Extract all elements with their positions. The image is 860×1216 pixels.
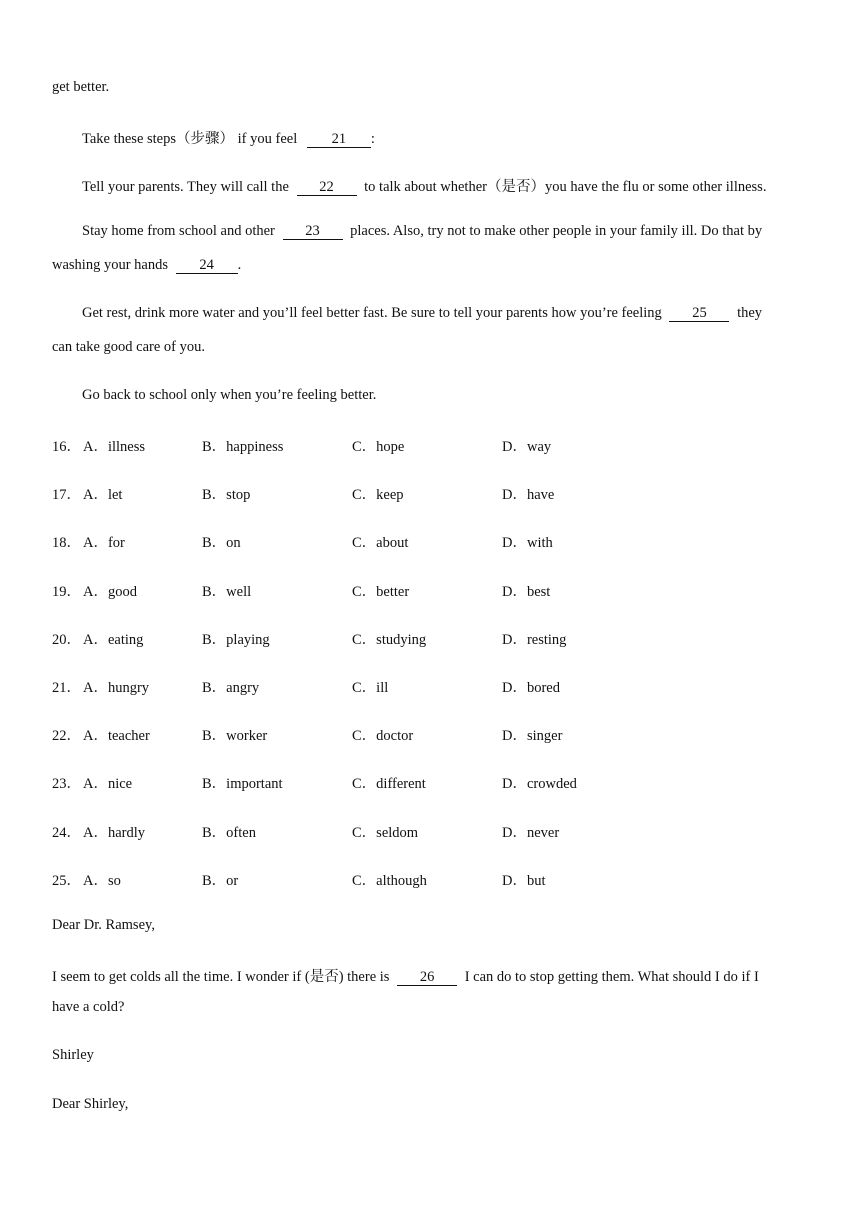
letter-greeting <box>52 917 155 934</box>
option-c[interactable]: C．keep <box>352 487 404 503</box>
option-a[interactable]: A．teacher <box>83 728 150 744</box>
reply-greeting <box>52 1096 128 1113</box>
passage-text: can take good care of you. <box>52 339 205 355</box>
passage-text: Stay home from school and other <box>82 223 275 239</box>
letter-body <box>52 965 759 986</box>
passage-text: I seem to get colds all the time. I wonder if (是否) there is <box>52 969 390 985</box>
answer-blank-22: 22 <box>297 180 357 196</box>
passage-text: Tell your parents. They will call the <box>82 179 289 195</box>
question-row <box>52 628 672 646</box>
option-b[interactable]: B．or <box>202 873 239 889</box>
question-row <box>52 435 672 453</box>
question-number: 25． <box>52 873 81 889</box>
question-number: 19． <box>52 584 81 600</box>
option-d[interactable]: D．resting <box>502 632 567 648</box>
question-row <box>52 483 672 501</box>
question-row <box>52 676 672 694</box>
option-b[interactable]: B．happiness <box>202 439 284 455</box>
question-row <box>52 531 672 549</box>
answer-blank-25: 25 <box>669 306 729 322</box>
option-a[interactable]: A．so <box>83 873 121 889</box>
option-b[interactable]: B．well <box>202 584 252 600</box>
option-d[interactable]: D．bored <box>502 680 560 696</box>
letter-signature <box>52 1047 94 1064</box>
option-a[interactable]: A．hardly <box>83 825 146 841</box>
question-number: 18． <box>52 535 81 551</box>
option-c[interactable]: C．ill <box>352 680 389 696</box>
paragraph-parents <box>82 175 766 196</box>
passage-text: Dear Shirley, <box>52 1096 129 1112</box>
option-b[interactable]: B．angry <box>202 680 260 696</box>
passage-text: places. Also, try not to make other people in your family ill. Do that by <box>350 223 763 239</box>
option-c[interactable]: C．studying <box>352 632 427 648</box>
paragraph-back <box>82 387 376 404</box>
option-c[interactable]: C．better <box>352 584 410 600</box>
answer-blank-21: 21 <box>307 132 371 148</box>
question-row <box>52 724 672 742</box>
option-a[interactable]: A．eating <box>83 632 144 648</box>
question-row <box>52 772 672 790</box>
option-b[interactable]: B．playing <box>202 632 270 648</box>
option-c[interactable]: C．different <box>352 776 426 792</box>
text-line <box>52 339 205 356</box>
option-c[interactable]: C．hope <box>352 439 405 455</box>
question-number: 22． <box>52 728 81 744</box>
option-d[interactable]: D．singer <box>502 728 563 744</box>
passage-text: Take these steps（步骤） if you feel <box>82 131 298 147</box>
question-number: 17． <box>52 487 81 503</box>
passage-text: get better. <box>52 79 110 95</box>
passage-text: Get rest, drink more water and you’ll feel better fast. Be sure to tell your parents how you’re feeling <box>82 305 662 321</box>
option-d[interactable]: D．best <box>502 584 551 600</box>
text-line <box>52 79 109 96</box>
option-a[interactable]: A．good <box>83 584 137 600</box>
option-b[interactable]: B．stop <box>202 487 251 503</box>
question-number: 21． <box>52 680 81 696</box>
option-d[interactable]: D．crowded <box>502 776 577 792</box>
passage-text: : <box>370 131 375 147</box>
option-c[interactable]: C．seldom <box>352 825 419 841</box>
passage-text: to talk about whether（是否）you have the flu or some other illness. <box>364 179 767 195</box>
passage-text: have a cold? <box>52 999 125 1015</box>
option-a[interactable]: A．hungry <box>83 680 150 696</box>
option-a[interactable]: A．nice <box>83 776 133 792</box>
passage-text: Dear Dr. Ramsey, <box>52 917 155 933</box>
question-number: 16． <box>52 439 81 455</box>
option-c[interactable]: C．although <box>352 873 427 889</box>
option-b[interactable]: B．on <box>202 535 241 551</box>
option-c[interactable]: C．doctor <box>352 728 414 744</box>
option-d[interactable]: D．have <box>502 487 555 503</box>
passage-text: they <box>737 305 763 321</box>
option-b[interactable]: B．important <box>202 776 283 792</box>
option-a[interactable]: A．illness <box>83 439 146 455</box>
text-line <box>52 999 124 1016</box>
answer-blank-24: 24 <box>176 258 238 274</box>
option-d[interactable]: D．but <box>502 873 546 889</box>
passage-text: washing your hands <box>52 257 168 273</box>
passage-text: Shirley <box>52 1047 94 1063</box>
option-a[interactable]: A．let <box>83 487 123 503</box>
answer-blank-26: 26 <box>397 970 457 986</box>
question-number: 20． <box>52 632 81 648</box>
paragraph-wash <box>52 257 241 274</box>
option-d[interactable]: D．with <box>502 535 553 551</box>
option-b[interactable]: B．often <box>202 825 256 841</box>
question-number: 24． <box>52 825 81 841</box>
passage-text: Go back to school only when you’re feeling better. <box>82 387 377 403</box>
option-d[interactable]: D．never <box>502 825 560 841</box>
passage-text: . <box>237 257 242 273</box>
passage-text: I can do to stop getting them. What should I do if I <box>464 969 759 985</box>
option-b[interactable]: B．worker <box>202 728 268 744</box>
paragraph-home <box>82 223 762 240</box>
question-row <box>52 869 672 887</box>
option-a[interactable]: A．for <box>83 535 125 551</box>
option-c[interactable]: C．about <box>352 535 409 551</box>
paragraph-rest <box>82 305 762 322</box>
question-number: 23． <box>52 776 81 792</box>
option-d[interactable]: D．way <box>502 439 552 455</box>
paragraph-steps <box>82 127 375 148</box>
question-row <box>52 580 672 598</box>
answer-blank-23: 23 <box>283 224 343 240</box>
question-row <box>52 821 672 839</box>
